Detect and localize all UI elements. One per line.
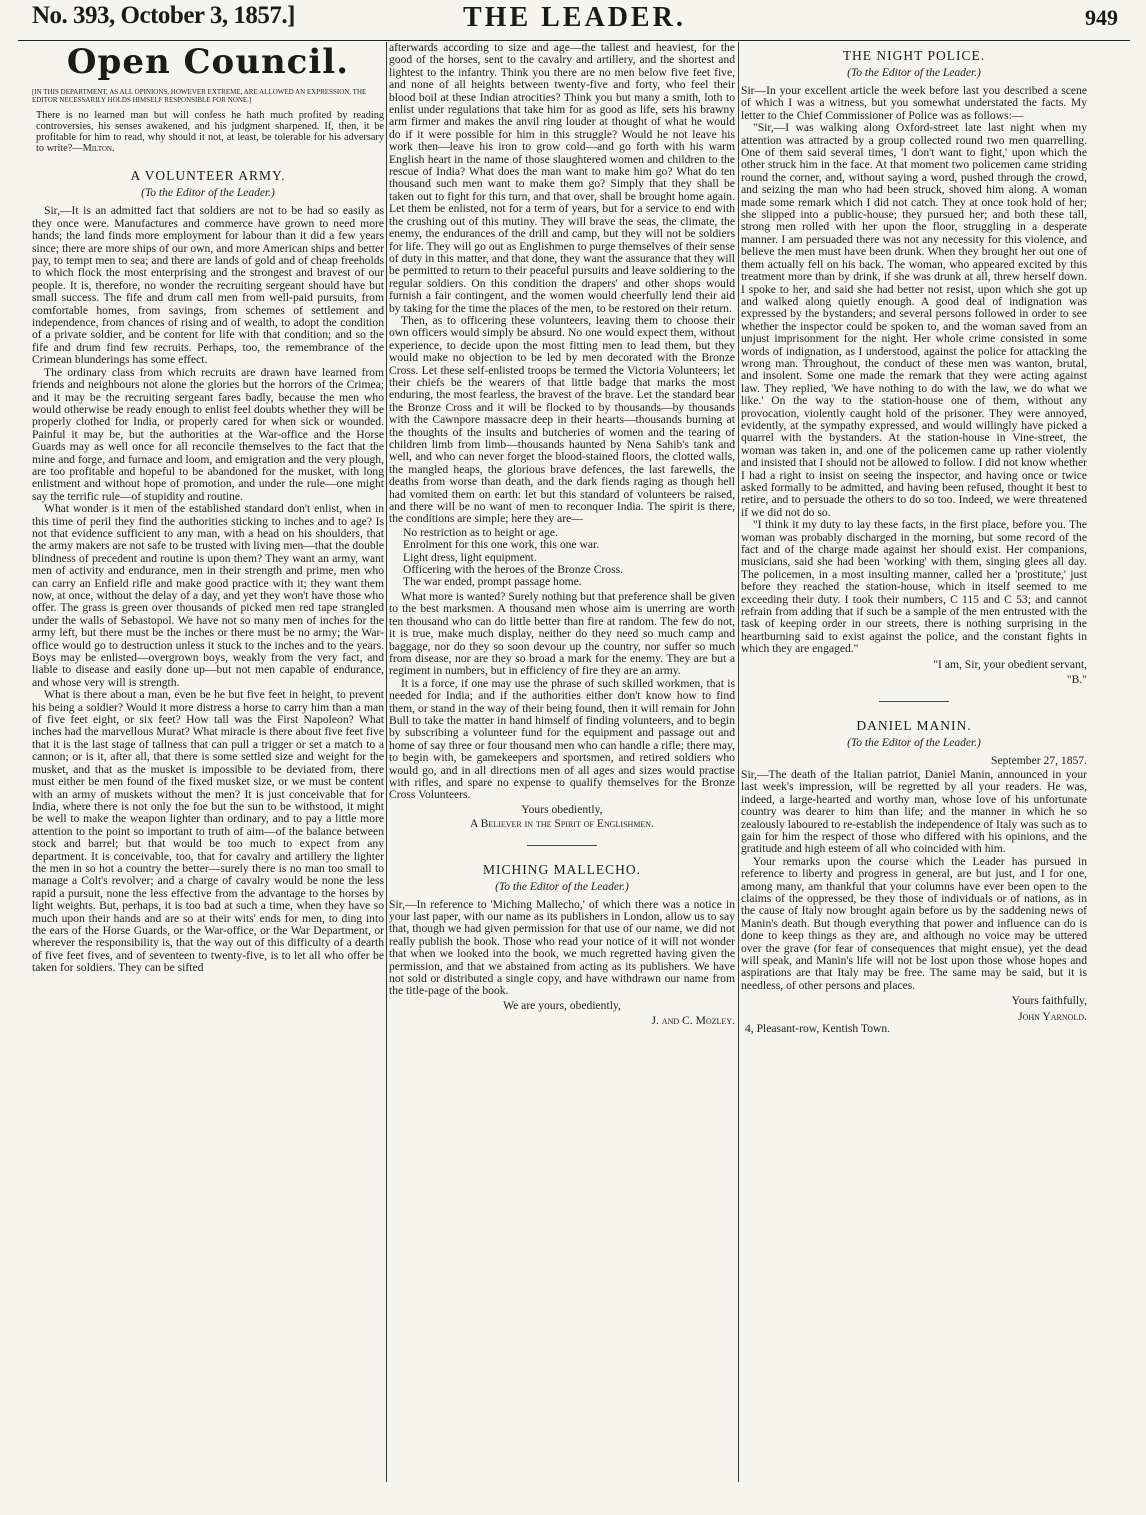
paragraph: "I think it my duty to lay these facts, in the first place, before you. The woman was probably discharged in the morning, but some record of the fact and of the charge made against her should exist. Her companions, musicians, said she had been 'working' with them, singing glees all day. The policemen, in a most insulting manner, called her a 'prostitute,' just before they reached the station-house, which in itself seemed to me exceeding their duty. I took their numbers, C 115 and C 53; and cannot refrain from adding that if such be a sample of the men entrusted with the task of keeping order in our streets, there is nothing surprising in the heartburning said to exist against the police, and the constant fights in which they are engaged." <box>741 518 1087 656</box>
letter-signature: J. and C. Mozley. <box>651 1014 735 1028</box>
column-2 <box>389 42 735 1502</box>
section-divider <box>527 845 597 846</box>
letter-date: September 27, 1857. <box>991 753 1087 767</box>
condition-item: The war ended, prompt passage home. <box>403 575 582 589</box>
letter-addressee: (To the Editor of the Leader.) <box>495 880 629 893</box>
column-rule <box>386 42 387 1482</box>
issue-info: No. 393, October 3, 1857.] <box>32 2 295 29</box>
letter-title: MICHING MALLECHO. <box>483 861 641 877</box>
newspaper-title: THE LEADER. <box>463 2 686 33</box>
letter-title: A VOLUNTEER ARMY. <box>130 168 286 184</box>
paragraph: What more is wanted? Surely nothing but that preference shall be given to the best marksmen. A thousand men whose aim is unerring are worth ten thousand who can do little better than fire at random. The few do not, it is true, make much display, neither do they need so much camp and baggage, nor do they so soon devour up the country, nor suffer so much from disease, nor are they so broad a mark for the enemy. They are but a regiment in numbers, but in efficiency of fire they are an army. <box>389 589 735 678</box>
condition-item: Enrolment for this one work, this one war. <box>403 538 600 552</box>
paragraph: It is a force, if one may use the phrase of such skilled workmen, that is needed for India; and if the authorities either don't know how to find them, or stand in the way of their being found, then it will remain for John Bull to take the matter in hand himself of finding volunteers, and to begin by subscribing a volunteer fund for the equipment and passage out and home of say three or four thousand men who can handle a rifle; there may, to begin with, be gamekeepers and sportsmen, and retired soldiers who would go, and in all directions men of all ages and sizes would practise with rifles, and spare no expense to qualify themselves for the Bronze Cross Volunteers. <box>389 676 735 802</box>
letter-closing: "I am, Sir, your obedient servant, <box>933 657 1087 671</box>
epigraph-author: Milton. <box>82 143 115 155</box>
column-3 <box>741 42 1087 1502</box>
letter-signature: "B." <box>1066 673 1087 687</box>
condition-item: No restriction as to height or age. <box>403 525 558 539</box>
conditions-list <box>389 527 735 589</box>
paragraph: "Sir,—I was walking along Oxford-street late last night when my attention was attracted by a group collected round two men quarrelling. One of them said several times, 'I don't want to fight,' upon which the other struck him in the face. At that moment two policemen came striding round the corner, and, without saying a word, pushed through the crowd, and seizing the man who had been struck, shoved him along. A woman made some remark which I did not catch. They at once took hold of her; she slipped into a public-house; they pursued her; and both these tall, strong men rolled with her upon the floor, struggling in a desperate manner. I am persuaded there was not any necessity for this violence, and believe the men must have been drunk. When they brought her out one of them actually fell on his back. The woman, who appeared excited by this treatment more than by drink, if she was drunk at all, threw herself down. I spoke to her, and said she had better not resist, upon which she got up and walked along quietly enough. A good deal of indignation was expressed by the bystanders; and several persons followed in order to see whether the inspector could be spoken to, and the woman saved from an unjust imprisonment for the night. Her whole crime consisted in some words of indignation, as I understood, against the police for attacking the wrong man. Throughout, the conduct of these men was wanton, brutal, and insolent. Some one made the remark that they were acting against law. They replied, 'We have nothing to do with the law, we do what we like.' On the way to the station-house one of them, without any provocation, violently caught hold of the prisoner. They were annoyed, evidently, at the sympathy expressed, and would willingly have picked a quarrel with the bystanders. At the station-house in Vine-street, the woman was taken in, and one of the policemen came up rather violently and insisted that I should not be allowed to follow. I did not know whether I had a right to insist on seeing the inspector, and having once or twice asked formally to be admitted, and having been refused, thought it best to retire, and to persuade the others to do so too. Indeed, we were threatened if we did not do so. <box>741 121 1087 519</box>
page-header <box>18 0 1130 41</box>
paragraph: The ordinary class from which recruits are drawn have learned from friends and neighbours not alone the glories but the horrors of the Crimea; and it may be the recruiting sergeant fares badly, because the men who would otherwise be ready enough to enlist feel doubts whether they will be properly clothed for India, or properly cared for when sick or wounded. Painful it may be, but the authorities at the War-office and the Horse Guards may as well once for all reconcile themselves to the fact that the mine and forge, and furnace and loom, and emigration and the very plough, are too profitable and hopeful to be abandoned for the musket, with long enlistment and without hope of promotion, and under the rule—one might say the terrific rule—of stupidity and routine. <box>32 365 384 503</box>
paragraph: Sir,—The death of the Italian patriot, Daniel Manin, announced in your last week's impression, will be regretted by all your readers. He was, indeed, a large-hearted and worthy man, whose love of his unfortunate country was dearer to him than life; and the manner in which he so zealously laboured to re-establish the independence of Italy was such as to gain for him the respect of those who differed with his opinions, and the gratitude and high esteem of all who coincided with him. <box>741 767 1087 856</box>
paragraph: Sir,—It is an admitted fact that soldiers are not to be had so easily as they once were. Manufactures and commerce have grown to need more hands; the land finds more employment for labour than it did a few years since; there are more ships of our own, and more American ships and better pay, to tempt men to sea; and there are lands of gold and of cheap freeholds to which flock the most enterprising and the strongest and bravest of our people. It is, therefore, no wonder the recruiting sergeant should have but small success. The fife and drum call men from well-paid pursuits, from comfortable homes, from savings, from schemes of settlement and independence, from chances of rising and of wealth, to adopt the condition of a private soldier, and be content for life with that condition; and so the fife and drum find few recruits. Perhaps, too, the remembrance of the Crimean blunderings has some effect. <box>32 204 384 367</box>
paragraph: What is there about a man, even be he but five feet in height, to prevent his being a soldier? Would it more distress a horse to carry him than a man of five feet eight, or six feet? How tall was the First Napoleon? What inches had the marvellous Murat? What miracle is there about five feet five that it is the last stage of tallness that can pull a trigger or set a match to a cannon; or is it, after all, that there is some settled size and weight for the musket, and that as the musket is impossible to be deviated from, there must either be men found of the fixed musket size, or we must be content with an army of muskets without the men? It is just conceivable that for India, where there is not only the foe but the sun to be withstood, it might be well to make the weapon lighter than ordinary, and to pay a little more attention to the point so important to truth of aim—of the balance between stock and barrel; but that would be too much to expect from any department. It is conceivable, too, that for cavalry and artillery the lighter the men in so hot a country the better—surely there is no man too small to manage a Colt's revolver; and a charge of cavalry would be none the less rapid a pursuit, none the less effective from the advantage to the horses by light weights. But, perhaps, it is too bad at such a time, when they have so much upon their hands and are so at their wits' ends for men, to ding into the ears of the Horse Guards, or the War-office, or the War Department, or wherever the responsibility is, that the way out of this difficulty of a dearth of five feet fives, and of seventeen to twenty-five, is to let all who offer be taken for soldiers. They can be sifted <box>32 688 384 975</box>
page-number: 949 <box>1085 5 1118 30</box>
column-rule <box>738 42 739 1482</box>
condition-item: Light dress, light equipment. <box>403 550 537 564</box>
paragraph: Then, as to officering these volunteers, leaving them to choose their own officers would simply be absurd. No one would expect them, without experience, to decide upon the most fitting men to lead them, but they would make no objection to be led by men decorated with the Bronze Cross. Let these self-enlisted troops be termed the Victoria Volunteers; let their chiefs be the wearers of that little badge that marks the most enduring, the most fearless, the bravest of the brave. Let the standard bear the Bronze Cross and it will be flocked to by thousands—by thousands with the Cawnpore massacre deep in their hearts—thousands burning at the thoughts of the insults and butcheries of women and the tearing of children limb from limb—thousands haunted by Nena Sahib's tank and well, and who can never forget the blood-stained floors, the clotted walls, the mangled heaps, the glorious brave defences, the last farewells, the deaths from worse than death, and the dark fiends raging as though hell had vomited them on earth: let but this standard of volunteers be raised, and there will be no want of men to reconquer India. The spirit is there, the conditions are simple; here they are— <box>389 313 735 526</box>
condition-item: Officering with the heroes of the Bronze Cross. <box>403 563 624 577</box>
letter-addressee: (To the Editor of the Leader.) <box>141 187 275 200</box>
letter-closing: Yours faithfully, <box>1011 994 1087 1008</box>
letter-title: THE NIGHT POLICE. <box>842 48 986 63</box>
paragraph: afterwards according to size and age—the tallest and heaviest, for the good of the horses, sent to the cavalry and artillery, and the shortest and lightest to the infantry. Think you there are no men below five feet five, and none of all heights between twenty-five and forty, who feel their blood boil at these Indian atrocities? Think you but many a smith, loth to enlist under regulations that take him for as good as life, sets his brawny arm firmer and makes the anvil ring louder at thought of what he would do if it were possible for him in this struggle? Would he not leave his work then—leave his iron to grow cold—and go forth with his warm English heart in the name of those slaughtered women and children to the rescue of India? What does the man want to make him go? What do ten thousand such men want to make them go? Simply that they shall be taken out to fight for this turn, and that over, shall be brought home again. Let them be enlisted, not for a term of years, but for a service to end with the crushing out of this mutiny. They will brave the seas, the climate, the enemy, the endurances of the drill and camp, but they will not be soldiers for life. They will go out as Englishmen to purge themselves of their sense of duty in this matter, and that done, they want the assurance that they will be permitted to return to their peaceful pursuits and leave soldiering to the regular soldiers. On this condition the drapers' and other shops would furnish a fair contingent, and the women would cheerfully lend their aid by taking for the time the places of the men, to be restored on their return. <box>389 42 735 315</box>
letter-signature: A Believer in the Spirit of Englishmen. <box>470 817 654 831</box>
section-divider <box>879 701 949 702</box>
column-1 <box>32 42 384 1504</box>
letter-closing: Yours obediently, <box>521 802 603 816</box>
letter-addressee: (To the Editor of the Leader.) <box>847 736 981 749</box>
paragraph: What wonder is it men of the established standard don't enlist, when in this time of peril they find the authorities sticking to inches and to age? Is not that evidence sufficient to any man, with a head on his shoulders, that the army makers are not safe to be trusted with living men—that the double blindness of precedent and routine is upon them? They want an army, want men of activity and endurance, men in their strength and prime, men who can carry an Enfield rifle and make good practice with it; they want them now, at once, without the delay of a day, and yet they won't have those who offer. The grass is green over thousands of picked men red tape strangled under the walls of Sebastopol. We have not so many men of inches for the army left, but there must be the inches or there must be no army; the War-office would go to destruction unless it stuck to the inches and to the years. Boys may be enlisted—overgrown boys, weakly from the very fact, and liable to disease and easily done up—but not men capable of endurance, and whose very will is strength. <box>32 502 384 689</box>
paragraph: Sir—In your excellent article the week before last you described a scene of which I was a witness, but you somewhat understated the facts. My letter to the Chief Commissioner of Police was as follows:— <box>741 84 1087 122</box>
epigraph-text: There is no learned man but will confess he hath much profited by reading controversies, his senses awakened, and his judgment sharpened. If, then, it be profitable for him to read, why should it not, at least, be tolerable for his adversary to write?— <box>36 110 384 155</box>
letter-signature: John Yarnold. <box>1018 1009 1087 1023</box>
editor-notice: [IN THIS DEPARTMENT, AS ALL OPINIONS, HOWEVER EXTREME, ARE ALLOWED AN EXPRESSION, THE EDITOR NECESSARILY HOLDS HIMSELF RESPONSIBLE FOR NONE.] <box>32 88 367 105</box>
letter-closing: We are yours, obediently, <box>503 998 621 1012</box>
letter-address: 4, Pleasant-row, Kentish Town. <box>745 1022 891 1036</box>
paragraph: Sir,—In reference to 'Miching Mallecho,' of which there was a notice in your last paper, with our name as its publishers in London, allow us to say that, though we had given permission for that use of our name, we did not really publish the book. Those who read your notice of it will not wonder that when we looked into the book, we much regretted having given the permission, and that we abstained from acting as its publishers. We have not sold or distributed a single copy, and have withdrawn our name from the title-page of the book. <box>389 897 735 998</box>
letter-title: DANIEL MANIN. <box>856 717 972 733</box>
epigraph <box>32 110 384 154</box>
letter-addressee: (To the Editor of the Leader.) <box>847 67 981 79</box>
paragraph: Your remarks upon the course which the Leader has pursued in reference to liberty and progress in general, are but just, and I for one, among many, am thankful that your columns have ever been open to the claims of the oppressed, be they those of individuals or of nations, as in the cause of Italy now brought again before us by the saddening news of Manin's death. But though everything that power and influence can do is done to keep things as they are, and although no voice may be uttered over the grave (for fear of consequences that might ensue), yet the dead will speak, and Manin's life will not be lost upon those whose hopes and aspirations are that Italy may be free. The same may be said, but it is needless, of other persons and places. <box>741 854 1087 992</box>
section-masthead: Open Council. <box>66 42 350 82</box>
